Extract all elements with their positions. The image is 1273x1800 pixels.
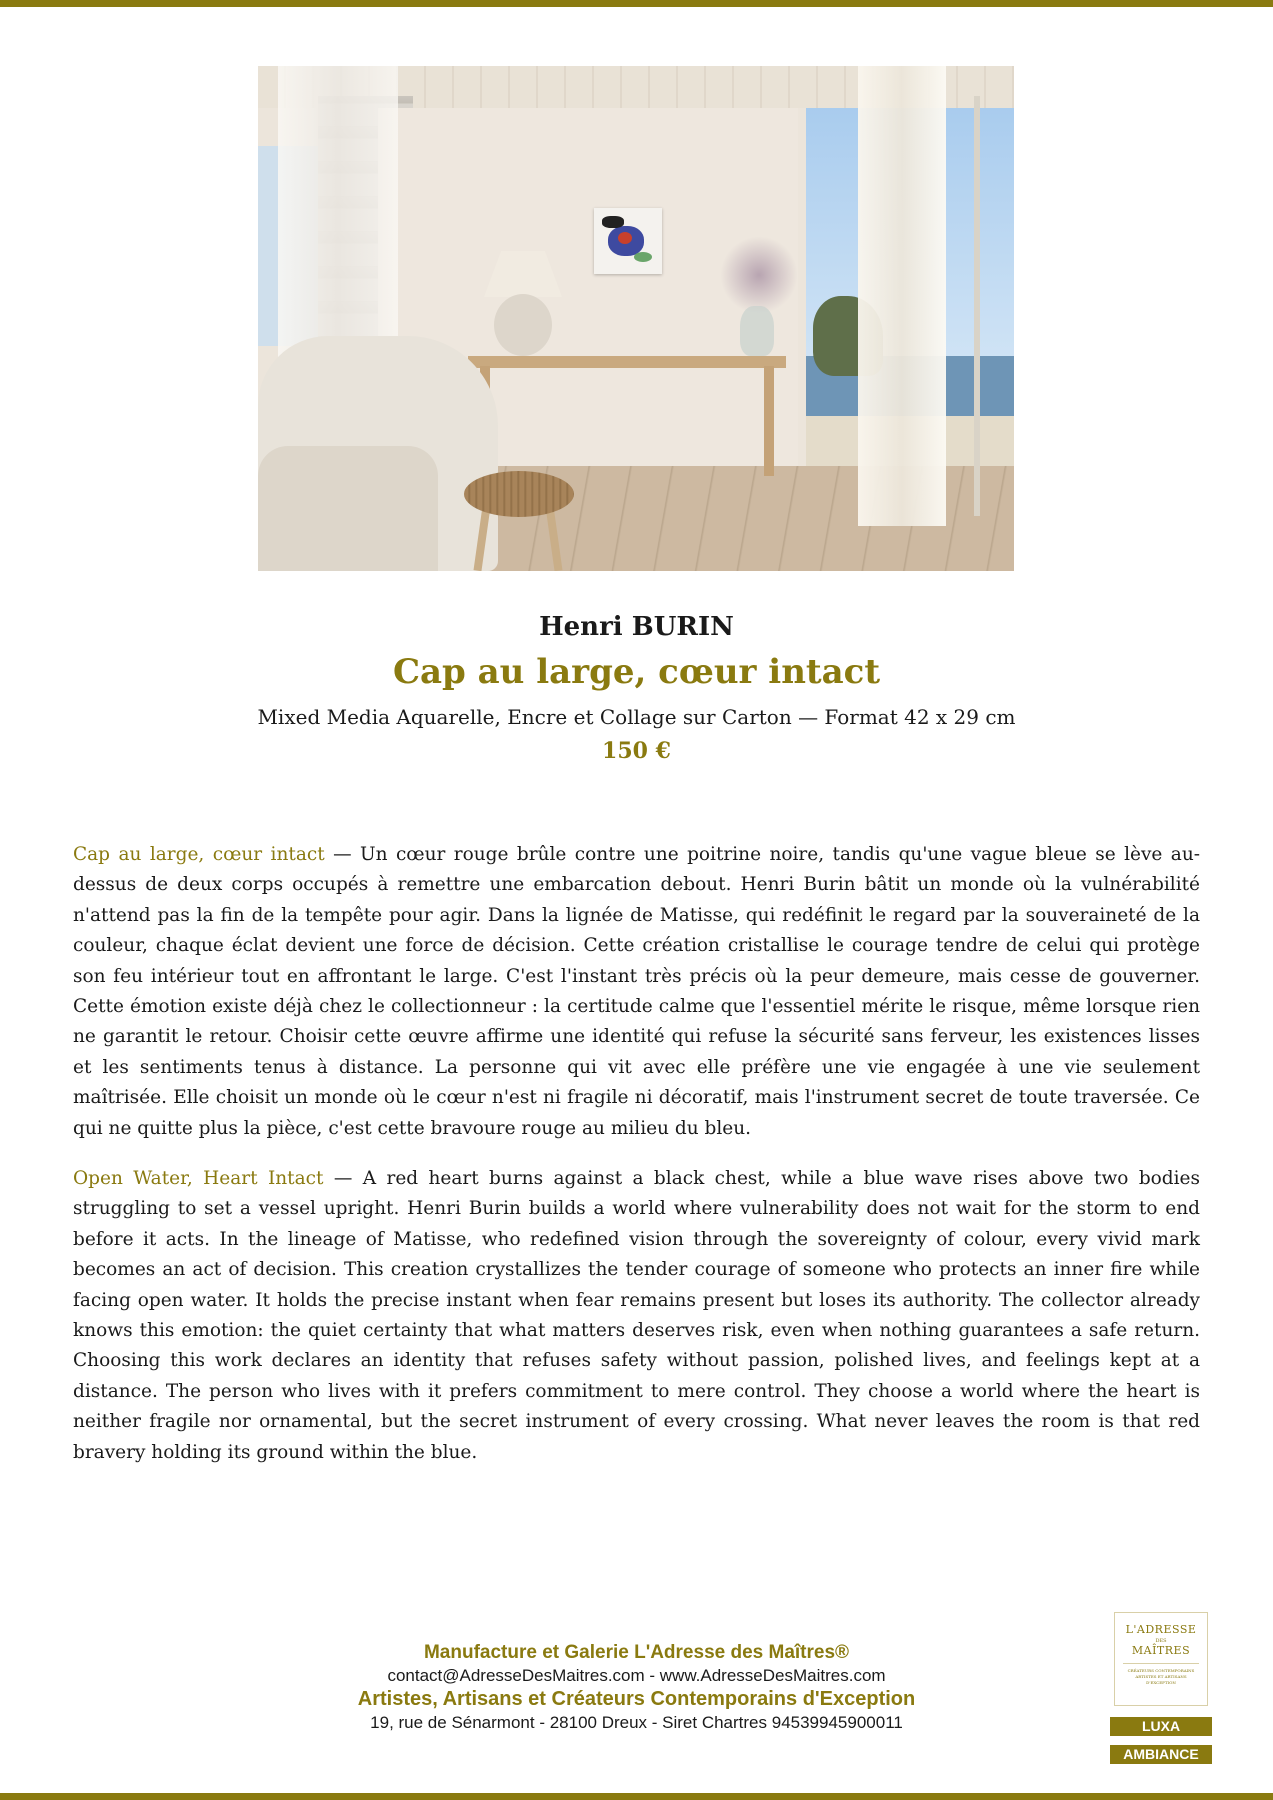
gallery-logo: L'ADRESSE DES MAÎTRES CRÉATEURS CONTEMPORAINS ARTISTES ET ARTISANS D'EXCEPTION [1114,1612,1208,1706]
description-english-lead: Open Water, Heart Intact [73,1168,324,1189]
lamp-base [494,294,552,356]
hanging-artwork [594,208,662,274]
gallery-name: Manufacture et Galerie L'Adresse des Maîtres® [423,1642,850,1663]
woven-stool [464,471,574,517]
artwork-title: Cap au large, cœur intact [392,652,881,692]
console-table [468,356,786,368]
gallery-tagline: Artistes, Artisans et Créateurs Contemporains d'Exception [357,1688,916,1710]
curtain-right [858,66,946,526]
artist-name: Henri BURIN [539,612,734,642]
window-frame [974,96,980,516]
luxa-badge: LUXA [1110,1717,1212,1736]
top-accent-bar [0,0,1273,7]
artwork-price: 150 € [602,738,671,764]
gallery-address: 19, rue de Sénarmont - 28100 Dreux - Siret Chartres 94539945900011 [370,1713,903,1732]
footer [0,1641,1273,1734]
description-french-lead: Cap au large, cœur intact [73,844,325,865]
contact-line: contact@AdresseDesMaitres.com - www.AdresseDesMaitres.com [387,1666,886,1685]
glass-vase [740,306,774,356]
artwork-room-photo [258,66,1014,571]
artwork-medium-format: Mixed Media Aquarelle, Encre et Collage sur Carton — Format 42 x 29 cm [257,705,1016,729]
dried-flowers [720,236,798,314]
description-french-body: — Un cœur rouge brûle contre une poitrine noire, tandis qu'une vague bleue se lève au-dessus de deux corps occupés à remettre une embarcation debout. Henri Burin bâtit un monde où la vulnérabilité n'attend pas la fin de la tempête pour agir. Dans la lignée de Matisse, qui redéfinit le regard par la souveraineté de la couleur, chaque éclat devient une force de décision. Cette création cristallise le courage tendre de celui qui protège son feu intérieur tout en affrontant le large. C'est l'instant très précis où la peur demeure, mais cesse de gouverner. Cette émotion existe déjà chez le collectionneur : la certitude calme que l'essentiel mérite le risque, même lorsque rien ne garantit le retour. Choisir cette œuvre affirme une identité qui refuse la sécurité sans ferveur, les existences lisses et les sentiments tenus à distance. La personne qui vit avec elle préfère une vie engagée à une vie seulement maîtrisée. Elle choisit un monde où le cœur n'est ni fragile ni décoratif, mais l'instrument secret de toute traversée. Ce qui ne quitte plus la pièce, c'est cette bravoure rouge au milieu du bleu. [73,844,1200,1139]
bottom-accent-bar [0,1793,1273,1800]
description-english [73,1164,1200,1468]
description-french [73,840,1200,1144]
ambiance-badge: AMBIANCE [1110,1745,1212,1764]
description-english-body: — A red heart burns against a black chest, while a blue wave rises above two bodies struggling to set a vessel upright. Henri Burin builds a world where vulnerability does not wait for the storm to end before it acts. In the lineage of Matisse, who redefined vision through the sovereignty of colour, every vivid mark becomes an act of decision. This creation crystallizes the tender courage of someone who protects an inner fire while facing open water. It holds the precise instant when fear remains present but loses its authority. The collector already knows this emotion: the quiet certainty that what matters deserves risk, even when nothing guarantees a safe return. Choosing this work declares an identity that refuses safety without passion, polished lives, and feelings kept at a distance. The person who lives with it prefers commitment to mere control. They choose a world where the heart is neither fragile nor ornamental, but the secret instrument of every crossing. What never leaves the room is that red bravery holding its ground within the blue. [73,1168,1200,1463]
